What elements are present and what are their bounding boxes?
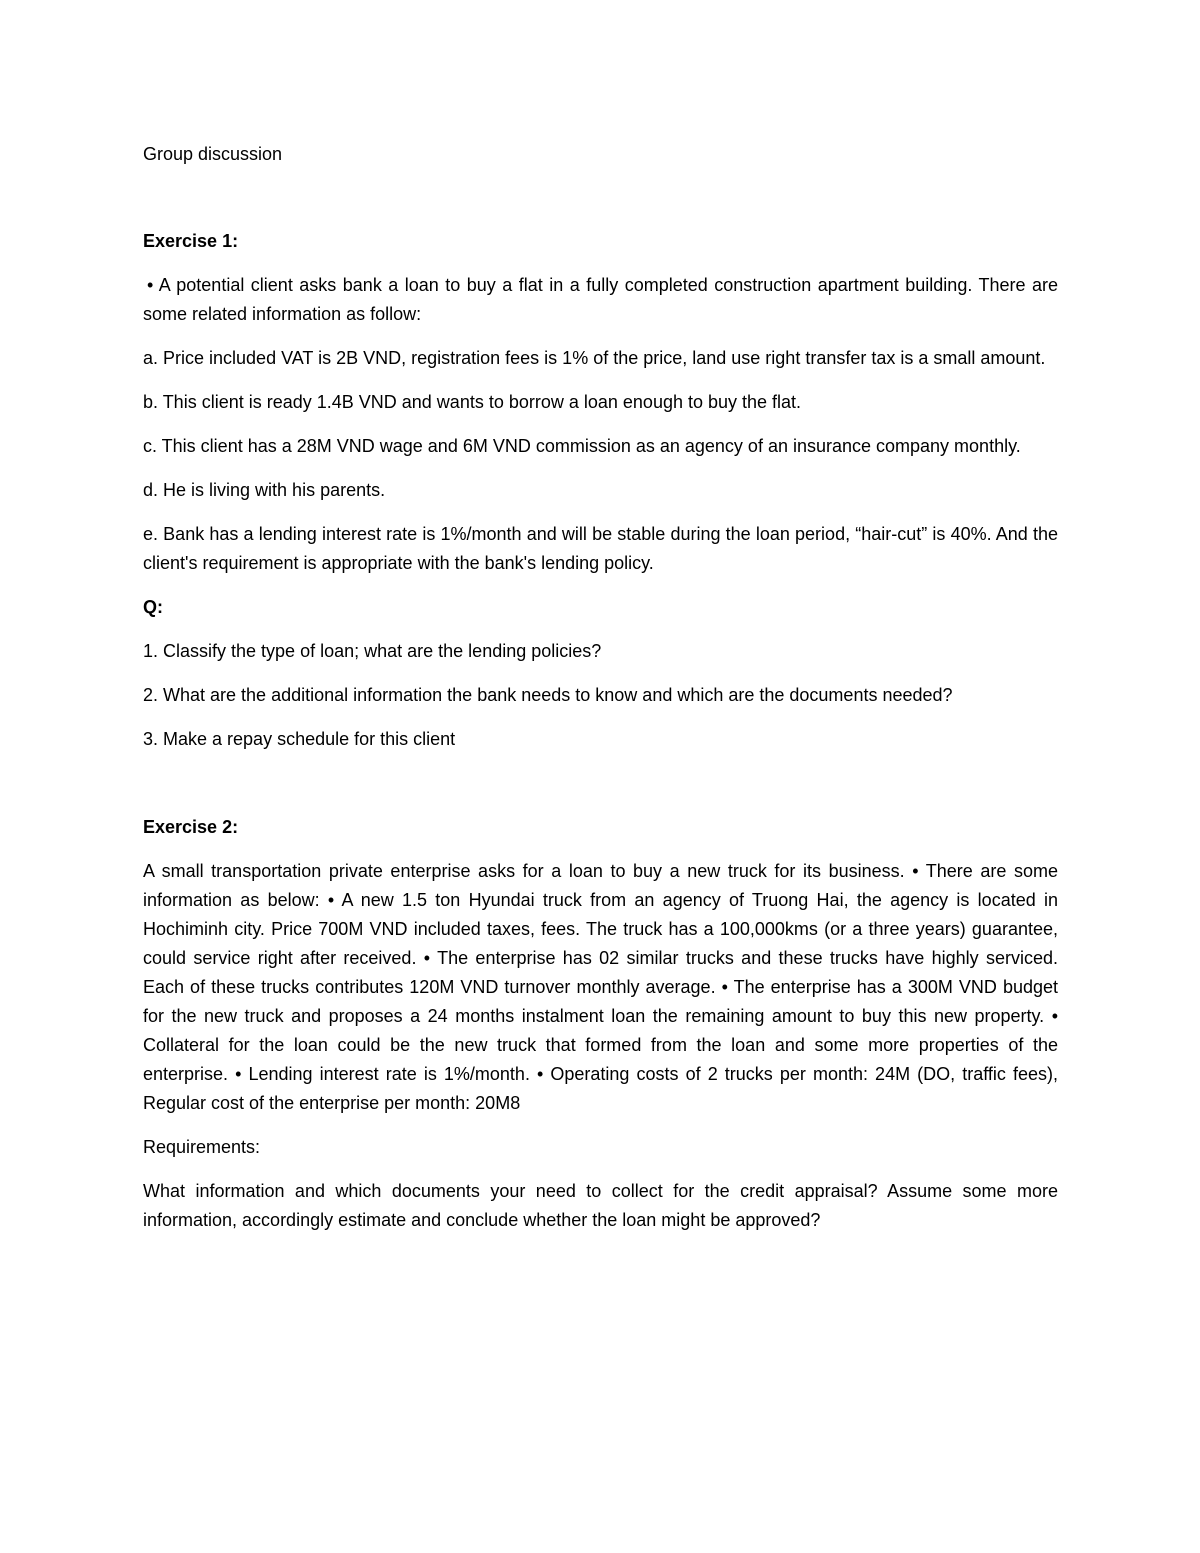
- exercise-2-body: A small transportation private enterprise asks for a loan to buy a new truck for its business. • There are some information as below: • A new 1.5 ton Hyundai truck from an agency of Truong Hai, the agency is located in Hochiminh city. Price 700M VND included taxes, fees. The truck has a 100,000kms (or a three years) guarantee, could service right after received. • The enterprise has 02 similar trucks and these trucks have highly serviced. Each of these trucks contributes 120M VND turnover monthly average. • The enterprise has a 300M VND budget for the new truck and proposes a 24 months instalment loan the remaining amount to buy this new property. • Collateral for the loan could be the new truck that formed from the loan and some more properties of the enterprise. • Lending interest rate is 1%/month. • Operating costs of 2 trucks per month: 24M (DO, traffic fees), Regular cost of the enterprise per month: 20M8: [143, 861, 1058, 1113]
- exercise-1-question-1: 1. Classify the type of loan; what are the lending policies?: [143, 641, 602, 661]
- exercise-1-q-label: Q:: [143, 597, 163, 617]
- exercise-2-heading: Exercise 2:: [143, 817, 239, 837]
- exercise-1-intro: • A potential client asks bank a loan to buy a flat in a fully completed construction apartment building. There are some related information as follow:: [143, 275, 1058, 324]
- exercise-1-item-e: e. Bank has a lending interest rate is 1%/month and will be stable during the loan period, “hair-cut” is 40%. And the client's requirement is appropriate with the bank's lending policy.: [143, 524, 1058, 573]
- exercise-1-item-b: b. This client is ready 1.4B VND and wants to borrow a loan enough to buy the flat.: [143, 392, 802, 412]
- document-body: [143, 140, 1058, 1235]
- exercise-1-item-a: a. Price included VAT is 2B VND, registration fees is 1% of the price, land use right transfer tax is a small amount.: [143, 348, 1046, 368]
- exercise-1-question-2: 2. What are the additional information the bank needs to know and which are the documents needed?: [143, 685, 953, 705]
- exercise-1-heading: Exercise 1:: [143, 231, 239, 251]
- exercise-1-question-3: 3. Make a repay schedule for this client: [143, 729, 456, 749]
- exercise-2-requirements-text: What information and which documents your need to collect for the credit appraisal? Assume some more information, accordingly estimate and conclude whether the loan might be approved?: [143, 1181, 1058, 1230]
- document-title: Group discussion: [143, 144, 283, 164]
- exercise-2-requirements-label: Requirements:: [143, 1137, 261, 1157]
- exercise-1-item-d: d. He is living with his parents.: [143, 480, 386, 500]
- exercise-1-item-c: c. This client has a 28M VND wage and 6M VND commission as an agency of an insurance company monthly.: [143, 436, 1021, 456]
